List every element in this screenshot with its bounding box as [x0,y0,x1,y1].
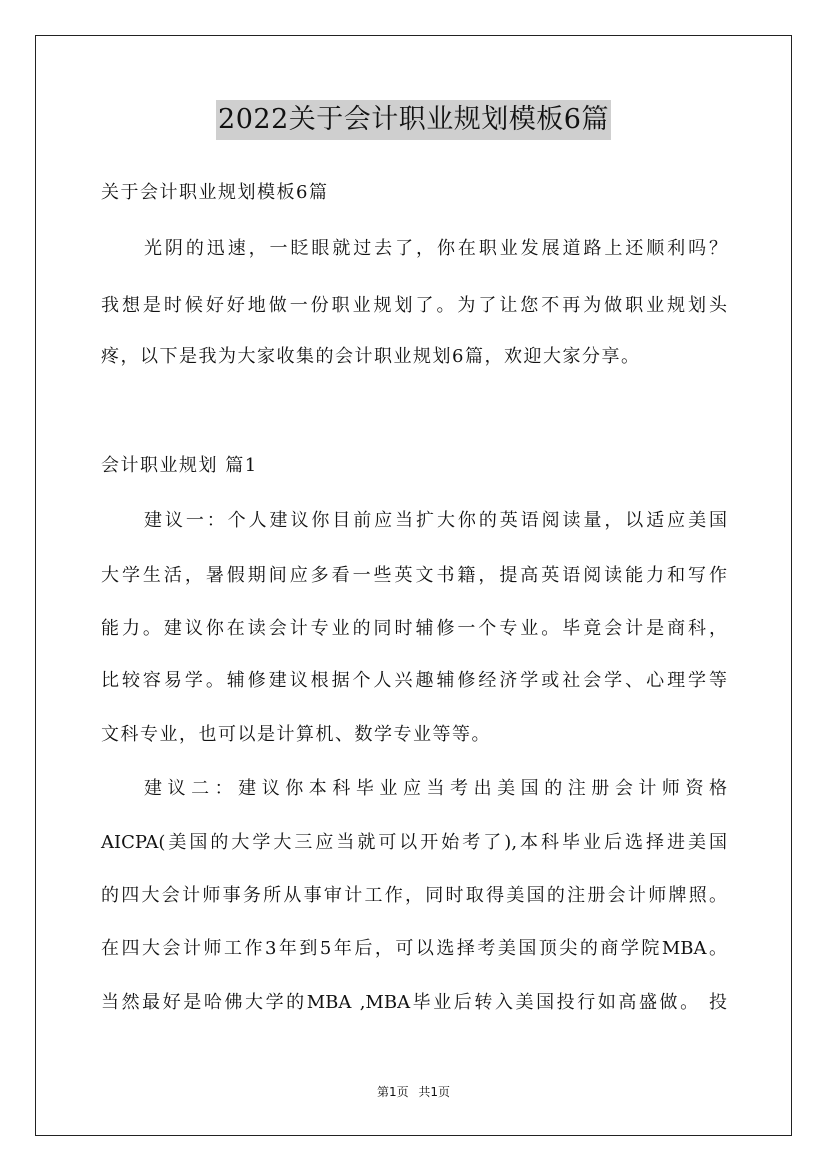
para2-line-1: 建议二：建议你本科毕业应当考出美国的注册会计师资格 [144,778,727,799]
intro-line-1: 光阴的迅速，一眨眼就过去了，你在职业发展道路上还顺利吗？ [144,238,727,259]
section-heading: 会计职业规划 篇1 [101,455,258,476]
para1-line-3: 能力。建议你在读会计专业的同时辅修一个专业。毕竟会计是商科， [101,618,727,639]
para1-line-4: 比较容易学。辅修建议根据个人兴趣辅修经济学或社会学、心理学等 [101,670,727,691]
page-footer [0,1084,827,1100]
page-number: 第1页 [376,1085,409,1099]
para1-line-2: 大学生活，暑假期间应多看一些英文书籍，提高英语阅读能力和写作 [101,565,727,586]
para2-line-5: 当然最好是哈佛大学的MBA ,MBA毕业后转入美国投行如高盛做。 投 [101,992,727,1013]
para1-line-5: 文科专业，也可以是计算机、数学专业等等。 [101,724,491,745]
intro-line-2: 我想是时候好好地做一份职业规划了。为了让您不再为做职业规划头 [101,295,727,316]
intro-line-3: 疼，以下是我为大家收集的会计职业规划6篇，欢迎大家分享。 [101,346,641,367]
para2-line-2: AICPA(美国的大学大三应当就可以开始考了),本科毕业后选择进美国 [101,832,727,853]
document-title: 2022关于会计职业规划模板6篇 [216,100,611,140]
para2-line-3: 的四大会计师事务所从事审计工作，同时取得美国的注册会计师牌照。 [101,885,727,906]
document-subtitle: 关于会计职业规划模板6篇 [101,182,329,203]
para1-line-1: 建议一：个人建议你目前应当扩大你的英语阅读量，以适应美国 [144,510,727,531]
title-container [0,100,827,140]
para2-line-4: 在四大会计师工作3年到5年后，可以选择考美国顶尖的商学院MBA。 [101,938,727,959]
page-total: 共1页 [418,1085,451,1099]
